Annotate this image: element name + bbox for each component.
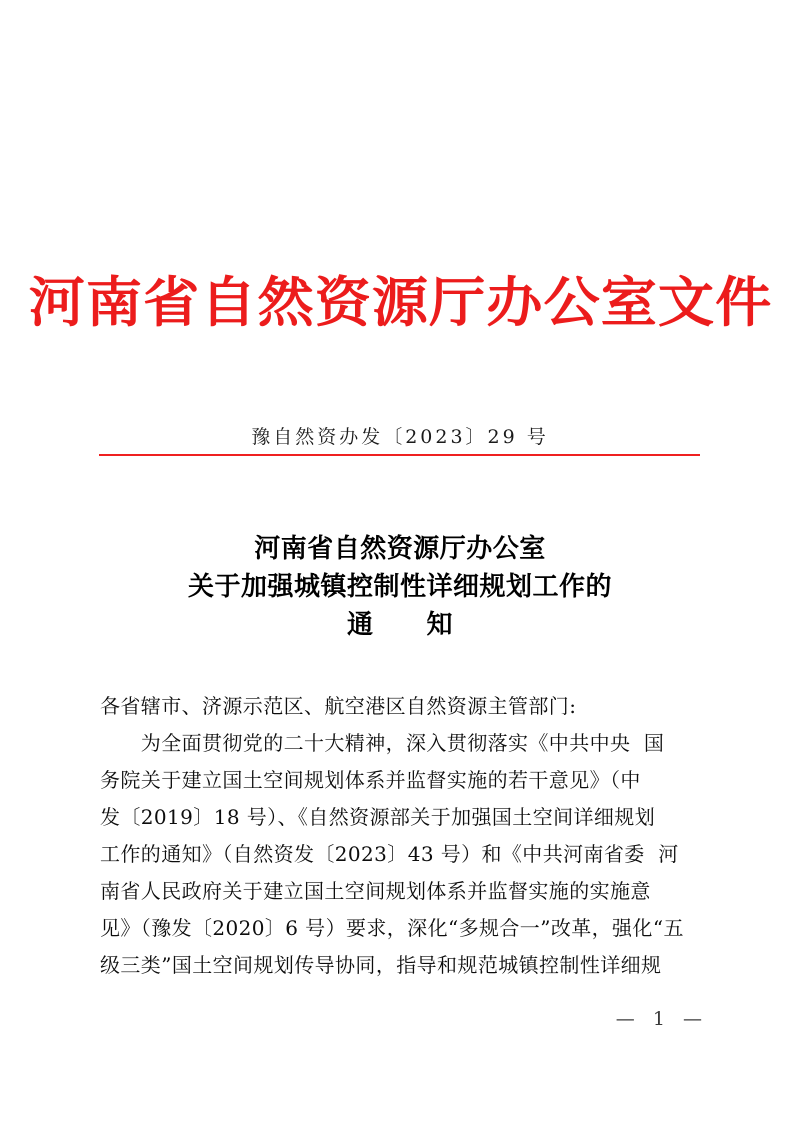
red-separator-rule	[99, 454, 700, 456]
body-line: 发〔2019〕18 号）、《自然资源部关于加强国土空间详细规划	[100, 805, 656, 829]
body-line-salutation: 各省辖市、济源示范区、航空港区自然资源主管部门:	[100, 694, 577, 718]
document-title-line-2: 关于加强城镇控制性详细规划工作的	[187, 572, 612, 602]
document-title-block	[0, 530, 800, 644]
body-line: 务院关于建立国土空间规划体系并监督实施的若干意见》（中	[100, 768, 641, 792]
page-footer	[100, 1008, 704, 1030]
masthead-title: 河南省自然资源厅办公室文件	[28, 270, 772, 334]
body-line: 级三类”国土空间规划传导协同，指导和规范城镇控制性详细规	[100, 953, 662, 977]
body-line: 为全面贯彻党的二十大精神，深入贯彻落实《中共中央 国	[100, 731, 665, 755]
document-masthead	[0, 272, 800, 332]
document-number: 豫自然资办发〔2023〕29 号	[251, 426, 549, 448]
document-body	[100, 688, 704, 984]
body-line: 见》（豫发〔2020〕6 号）要求，深化“多规合一”改革，强化“五	[100, 916, 684, 940]
document-number-row	[0, 422, 800, 449]
page-number: — 1 —	[615, 1008, 704, 1030]
document-title-line-1: 河南省自然资源厅办公室	[254, 534, 546, 564]
body-line: 工作的通知》（自然资发〔2023〕43 号）和《中共河南省委 河	[100, 842, 679, 866]
document-title-line-3: 通 知	[346, 610, 453, 640]
body-line: 南省人民政府关于建立国土空间规划体系并监督实施的实施意	[100, 879, 651, 903]
